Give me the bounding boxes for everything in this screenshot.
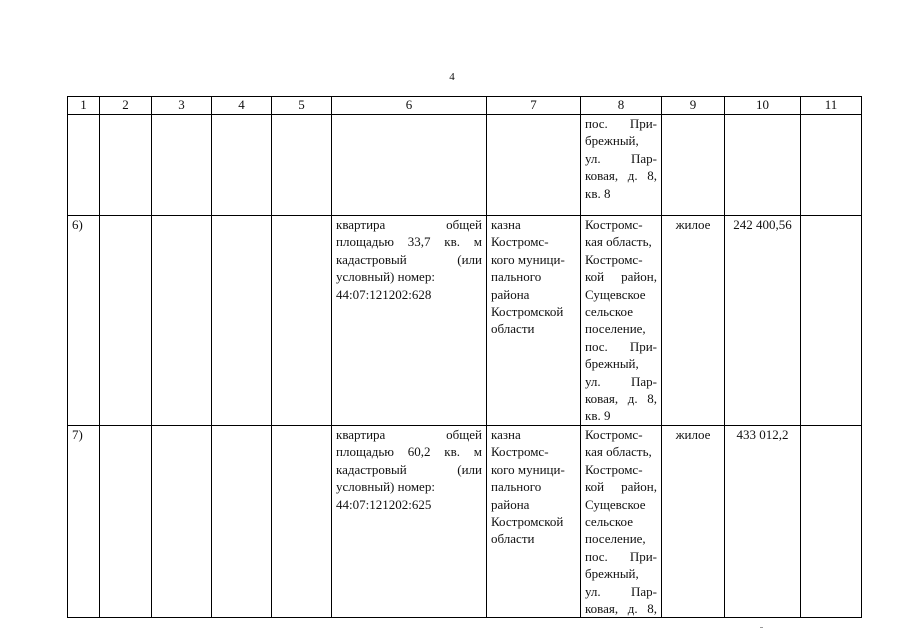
property-table	[67, 96, 862, 618]
address-line: кой район,	[585, 479, 657, 495]
table-row-continued	[68, 115, 862, 216]
header-row	[68, 97, 862, 115]
table-row	[68, 216, 862, 426]
address-line: Костромс-	[585, 426, 643, 442]
address-line: ковая, д. 8,	[585, 600, 657, 616]
address-line: сельское	[585, 304, 633, 320]
owner-line: области	[491, 321, 535, 337]
owner-line: Костромской	[491, 304, 564, 320]
owner-line: казна	[491, 217, 521, 232]
owner-cell	[487, 216, 581, 426]
owner-line: кого муници-	[491, 251, 565, 267]
owner-line: казна	[491, 426, 521, 442]
description-line: кадастровый (или	[336, 251, 482, 267]
header-cell: 7	[487, 97, 581, 115]
address-line: ул. Пар-	[585, 150, 657, 166]
page-number: 4	[449, 71, 455, 83]
owner-line: района	[491, 286, 530, 302]
address-cell	[581, 425, 662, 617]
address-line: кв. 9	[585, 408, 611, 424]
address-line: кой район,	[585, 269, 657, 285]
address-line: кая область,	[585, 444, 652, 460]
address-line: ковая, д. 8,	[585, 168, 657, 184]
header-cell: 1	[68, 97, 100, 115]
header-cell: 4	[212, 97, 272, 115]
header-cell: 2	[100, 97, 152, 115]
address-line: кв. 8	[585, 185, 611, 201]
address-line: поселение,	[585, 321, 646, 337]
address-line: брежный,	[585, 356, 639, 372]
owner-line: Костромс-	[491, 444, 549, 460]
header-cell: 6	[332, 97, 487, 115]
header-cell: 5	[272, 97, 332, 115]
owner-line: кого муници-	[491, 461, 565, 477]
address-line: поселение,	[585, 531, 646, 547]
address-cell	[581, 115, 662, 216]
description-line: кадастровый (или	[336, 461, 482, 477]
address-line: ул. Пар-	[585, 583, 657, 599]
scan-speck	[760, 627, 763, 628]
description-line: квартира общей	[336, 426, 482, 442]
address-line: пос. При-	[585, 548, 657, 564]
address-line: Сущевское	[585, 496, 646, 512]
address-line: сельское	[585, 513, 633, 529]
property-description-cell	[332, 425, 487, 617]
value-cell: 242 400,56	[725, 216, 801, 426]
address-line: Костромс-	[585, 217, 643, 232]
header-cell: 3	[152, 97, 212, 115]
header-cell: 8	[581, 97, 662, 115]
owner-line: пального	[491, 269, 542, 285]
owner-line: Костромской	[491, 513, 564, 529]
owner-line: Костромс-	[491, 234, 549, 250]
purpose-cell: жилое	[662, 216, 725, 426]
owner-line: области	[491, 531, 535, 547]
address-cell	[581, 216, 662, 426]
value-cell: 433 012,2	[725, 425, 801, 617]
address-line: брежный,	[585, 566, 639, 582]
description-line: площадью 60,2 кв. м	[336, 444, 482, 460]
owner-line: пального	[491, 479, 542, 495]
address-line: Костромс-	[585, 251, 643, 267]
address-line: ковая, д. 8,	[585, 391, 657, 407]
header-cell: 10	[725, 97, 801, 115]
header-cell: 9	[662, 97, 725, 115]
address-line: пос. При-	[585, 116, 657, 131]
description-line: 44:07:121202:628	[336, 286, 432, 302]
address-line: Сущевское	[585, 286, 646, 302]
owner-line: района	[491, 496, 530, 512]
table-row	[68, 425, 862, 617]
row-number: 7)	[68, 425, 100, 617]
description-line: условный) номер:	[336, 479, 435, 495]
description-line: условный) номер:	[336, 269, 435, 285]
description-line: квартира общей	[336, 217, 482, 232]
address-line: Костромс-	[585, 461, 643, 477]
address-line: ул. Пар-	[585, 373, 657, 389]
description-line: площадью 33,7 кв. м	[336, 234, 482, 250]
description-line: 44:07:121202:625	[336, 496, 432, 512]
address-line: брежный,	[585, 133, 639, 149]
address-line: кая область,	[585, 234, 652, 250]
row-number: 6)	[68, 216, 100, 426]
purpose-cell: жилое	[662, 425, 725, 617]
owner-cell	[487, 425, 581, 617]
property-description-cell	[332, 216, 487, 426]
header-cell: 11	[801, 97, 862, 115]
address-line: пос. При-	[585, 338, 657, 354]
